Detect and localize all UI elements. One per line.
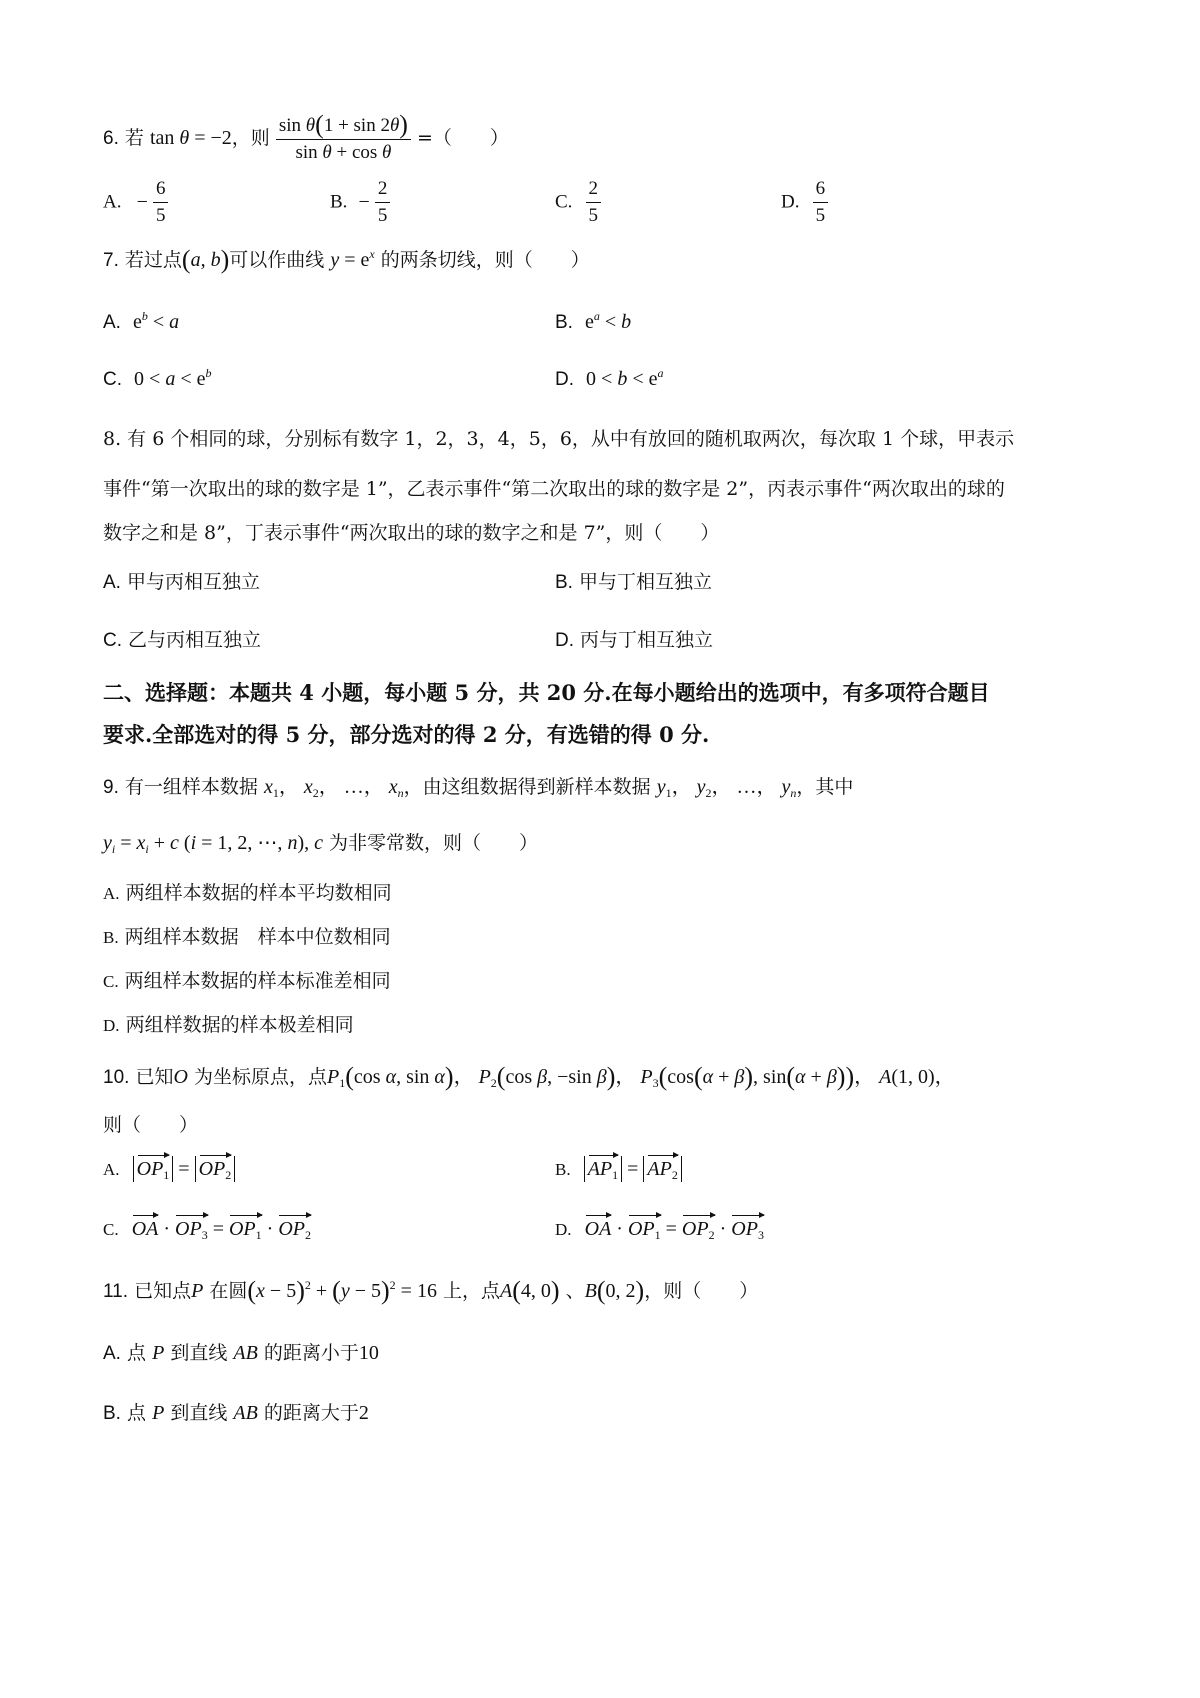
q10-option-c[interactable]: C. OA · $OP_3 = OP_1 \cdot OP_2$ [103, 1218, 311, 1242]
q7-option-a[interactable]: A. $e^b < a$ [103, 309, 180, 333]
point-expr: (a, b) [181, 245, 230, 274]
q7-option-b[interactable]: B. $e^a < b$ [555, 309, 632, 333]
q9-option-b[interactable]: B. 两组样本数据 样本中位数相同 [103, 926, 391, 948]
q6-option-b[interactable]: B. − $\frac{2}{5}$ [330, 176, 390, 229]
question-text: 若 [124, 127, 144, 149]
q6-option-d[interactable]: D. $\frac{6}{5}$ [781, 176, 828, 229]
q6-option-a[interactable]: A. − $\frac{6}{5}$ [103, 176, 168, 229]
q10-option-d[interactable]: D. OA · $OP_1 = OP_2 \cdot OP_3$ [555, 1218, 764, 1242]
q9-option-a[interactable]: A. 两组样本数据的样本平均数相同 [103, 882, 392, 904]
circle-expr: $(x - 5)^2 + (y - 5)^2 = 16$ [247, 1276, 437, 1305]
section-heading-line-2: 要求.全部选对的得 5 分，部分选对的得 2 分，有选错的得 0 分. [103, 722, 710, 747]
q6-option-c[interactable]: C. $\frac{2}{5}$ [555, 176, 601, 229]
condition-expr: tan θ = −2 [149, 127, 232, 149]
question-6 [103, 112, 509, 166]
question-number: 6. [103, 128, 119, 149]
section-heading-line-1: 二、选择题：本题共 4 小题，每小题 5 分，共 20 分.在每小题给出的选项中，有多项符合题目 [103, 680, 990, 705]
question-number: 7. [103, 250, 119, 271]
q11-option-b[interactable]: B. 点 P 到直线 AB 的距离大于2 [103, 1402, 369, 1424]
relation-expr: $y_i = x_i + c$ (i = 1, 2, ⋯, n), c [103, 832, 323, 856]
q8-option-b[interactable]: B. 甲与丁相互独立 [555, 571, 713, 593]
question-10-line-1: 10. 已知O 为坐标原点，点$P_1(\cos$ α, sin α)， $P_2(\cos$ β, −sin β)， $P_3(\cos(\alpha + \beta)$, sin(α + β))， A(1, 0)， [103, 1062, 955, 1091]
sample-x-expr: $x_1$， $x_2$， …， $x_n$ [263, 776, 404, 800]
q7-option-d[interactable]: D. $0 < b < e^a$ [555, 366, 664, 390]
question-8-line-2: 事件“第一次取出的球的数字是 1”，乙表示事件“第二次取出的球的数字是 2”，丙表示事件“两次取出的球的 [103, 478, 1005, 500]
question-number: 9. [103, 777, 119, 798]
q9-option-d[interactable]: D. 两组样数据的样本极差相同 [103, 1014, 354, 1036]
point-a-expr: A(4, 0) [500, 1276, 560, 1305]
question-10-line-2: 则（ ） [103, 1114, 199, 1136]
q8-option-a[interactable]: A. 甲与丙相互独立 [103, 571, 261, 593]
question-7: 7. 若过点(a, b)可以作曲线 $y = e^x$ 的两条切线，则（ ） [103, 245, 590, 274]
question-11: 11. 已知点P 在圆$(x - 5)^2 + (y - 5)^2 = 16$ 上，点A(4, 0) 、B(0, 2)，则（ ） [103, 1276, 759, 1305]
points-expr: $P_1(\cos$ α, sin α)， $P_2(\cos$ β, −sin β)， $P_3(\cos(\alpha + \beta)$, sin(α + β))， A(1, 0)， [327, 1062, 955, 1091]
question-8-line-3: 数字之和是 8”，丁表示事件“两次取出的球的数字之和是 7”，则（ ） [103, 522, 720, 544]
sample-y-expr: $y_1$， $y_2$， …， $y_n$ [656, 776, 797, 800]
q10-option-b[interactable]: B. $AP_1 = AP_2$ [555, 1158, 682, 1183]
q7-option-c[interactable]: C. $0 < a < e^b$ [103, 366, 212, 390]
question-text: ，则 [231, 127, 270, 149]
question-number: 11. [103, 1281, 129, 1302]
q8-option-d[interactable]: D. 丙与丁相互独立 [555, 629, 714, 651]
question-number: 10. [103, 1067, 130, 1088]
point-b-expr: B(0, 2) [584, 1276, 645, 1305]
q8-option-c[interactable]: C. 乙与丙相互独立 [103, 629, 262, 651]
curve-expr: $y = e^x$ [330, 247, 375, 271]
question-9-line-2: $y_i = x_i + c$ (i = 1, 2, ⋯, n), c 为非零常数，则（ ） [103, 832, 539, 856]
fraction-expr: $\frac{\text{sin θ(1 + sin 2θ)}}{\text{sin θ + cos θ}}$ [276, 112, 411, 166]
question-9-line-1: 9. 有一组样本数据 $x_1$， $x_2$， …， $x_n$，由这组数据得到新样本数据 $y_1$， $y_2$， …， $y_n$，其中 [103, 776, 854, 800]
q9-option-c[interactable]: C. 两组样本数据的样本标准差相同 [103, 970, 391, 992]
q10-option-a[interactable]: A. $OP_1 = OP_2$ [103, 1158, 235, 1183]
q11-option-a[interactable]: A. 点 P 到直线 AB 的距离小于10 [103, 1342, 379, 1364]
question-8-line-1: 8. 有 6 个相同的球，分别标有数字 1，2，3，4，5，6，从中有放回的随机取两次，每次取 1 个球，甲表示 [103, 428, 1015, 450]
question-tail: =（ ） [417, 127, 509, 149]
